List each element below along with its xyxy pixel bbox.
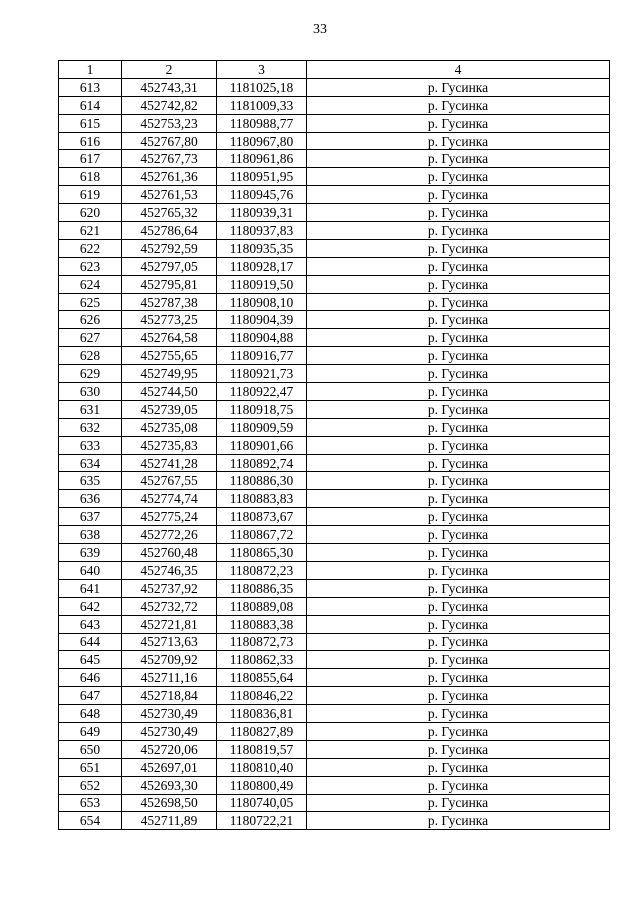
table-row bbox=[59, 776, 610, 794]
y-coordinate-cell: 1180862,33 bbox=[217, 651, 307, 669]
x-coordinate-cell: 452755,65 bbox=[122, 347, 217, 365]
table-row bbox=[59, 705, 610, 723]
x-coordinate-cell: 452761,53 bbox=[122, 186, 217, 204]
object-name-cell: р. Гусинка bbox=[307, 687, 610, 705]
y-coordinate-cell: 1180921,73 bbox=[217, 365, 307, 383]
table-row bbox=[59, 633, 610, 651]
y-coordinate-cell: 1180904,88 bbox=[217, 329, 307, 347]
x-coordinate-cell: 452773,25 bbox=[122, 311, 217, 329]
y-coordinate-cell: 1180846,22 bbox=[217, 687, 307, 705]
x-coordinate-cell: 452739,05 bbox=[122, 400, 217, 418]
point-number-cell: 616 bbox=[59, 132, 122, 150]
point-number-cell: 630 bbox=[59, 383, 122, 401]
object-name-cell: р. Гусинка bbox=[307, 168, 610, 186]
y-coordinate-cell: 1180886,35 bbox=[217, 579, 307, 597]
point-number-cell: 640 bbox=[59, 561, 122, 579]
y-coordinate-cell: 1180918,75 bbox=[217, 400, 307, 418]
table-row bbox=[59, 347, 610, 365]
point-number-cell: 634 bbox=[59, 454, 122, 472]
point-number-cell: 651 bbox=[59, 758, 122, 776]
column-header-3: 3 bbox=[217, 61, 307, 79]
object-name-cell: р. Гусинка bbox=[307, 490, 610, 508]
table-row bbox=[59, 168, 610, 186]
x-coordinate-cell: 452718,84 bbox=[122, 687, 217, 705]
point-number-cell: 642 bbox=[59, 597, 122, 615]
point-number-cell: 624 bbox=[59, 275, 122, 293]
point-number-cell: 641 bbox=[59, 579, 122, 597]
y-coordinate-cell: 1180836,81 bbox=[217, 705, 307, 723]
table-row bbox=[59, 794, 610, 812]
point-number-cell: 631 bbox=[59, 400, 122, 418]
point-number-cell: 613 bbox=[59, 78, 122, 96]
table-row bbox=[59, 472, 610, 490]
column-header-4: 4 bbox=[307, 61, 610, 79]
table-row bbox=[59, 418, 610, 436]
point-number-cell: 653 bbox=[59, 794, 122, 812]
object-name-cell: р. Гусинка bbox=[307, 186, 610, 204]
table-row bbox=[59, 400, 610, 418]
coordinates-table bbox=[58, 60, 610, 830]
object-name-cell: р. Гусинка bbox=[307, 150, 610, 168]
table-row bbox=[59, 687, 610, 705]
table-row bbox=[59, 78, 610, 96]
x-coordinate-cell: 452786,64 bbox=[122, 222, 217, 240]
x-coordinate-cell: 452795,81 bbox=[122, 275, 217, 293]
y-coordinate-cell: 1180939,31 bbox=[217, 204, 307, 222]
x-coordinate-cell: 452775,24 bbox=[122, 508, 217, 526]
y-coordinate-cell: 1180937,83 bbox=[217, 222, 307, 240]
y-coordinate-cell: 1180872,23 bbox=[217, 561, 307, 579]
y-coordinate-cell: 1180892,74 bbox=[217, 454, 307, 472]
x-coordinate-cell: 452698,50 bbox=[122, 794, 217, 812]
table-row bbox=[59, 561, 610, 579]
x-coordinate-cell: 452753,23 bbox=[122, 114, 217, 132]
point-number-cell: 635 bbox=[59, 472, 122, 490]
point-number-cell: 645 bbox=[59, 651, 122, 669]
table-row bbox=[59, 150, 610, 168]
page-number: 33 bbox=[313, 22, 327, 37]
x-coordinate-cell: 452735,08 bbox=[122, 418, 217, 436]
table-row bbox=[59, 114, 610, 132]
table-row bbox=[59, 311, 610, 329]
table-header-row bbox=[59, 61, 610, 79]
y-coordinate-cell: 1180827,89 bbox=[217, 722, 307, 740]
table-row bbox=[59, 722, 610, 740]
table-row bbox=[59, 508, 610, 526]
table-row bbox=[59, 275, 610, 293]
object-name-cell: р. Гусинка bbox=[307, 633, 610, 651]
table-row bbox=[59, 490, 610, 508]
object-name-cell: р. Гусинка bbox=[307, 544, 610, 562]
table-row bbox=[59, 669, 610, 687]
object-name-cell: р. Гусинка bbox=[307, 204, 610, 222]
table-row bbox=[59, 365, 610, 383]
point-number-cell: 614 bbox=[59, 96, 122, 114]
point-number-cell: 636 bbox=[59, 490, 122, 508]
point-number-cell: 629 bbox=[59, 365, 122, 383]
object-name-cell: р. Гусинка bbox=[307, 347, 610, 365]
point-number-cell: 647 bbox=[59, 687, 122, 705]
point-number-cell: 617 bbox=[59, 150, 122, 168]
point-number-cell: 643 bbox=[59, 615, 122, 633]
point-number-cell: 639 bbox=[59, 544, 122, 562]
object-name-cell: р. Гусинка bbox=[307, 758, 610, 776]
object-name-cell: р. Гусинка bbox=[307, 436, 610, 454]
object-name-cell: р. Гусинка bbox=[307, 454, 610, 472]
table-row bbox=[59, 222, 610, 240]
x-coordinate-cell: 452742,82 bbox=[122, 96, 217, 114]
object-name-cell: р. Гусинка bbox=[307, 400, 610, 418]
x-coordinate-cell: 452693,30 bbox=[122, 776, 217, 794]
y-coordinate-cell: 1180928,17 bbox=[217, 257, 307, 275]
point-number-cell: 649 bbox=[59, 722, 122, 740]
x-coordinate-cell: 452767,80 bbox=[122, 132, 217, 150]
object-name-cell: р. Гусинка bbox=[307, 257, 610, 275]
x-coordinate-cell: 452746,35 bbox=[122, 561, 217, 579]
object-name-cell: р. Гусинка bbox=[307, 651, 610, 669]
object-name-cell: р. Гусинка bbox=[307, 365, 610, 383]
object-name-cell: р. Гусинка bbox=[307, 794, 610, 812]
x-coordinate-cell: 452713,63 bbox=[122, 633, 217, 651]
object-name-cell: р. Гусинка bbox=[307, 293, 610, 311]
x-coordinate-cell: 452772,26 bbox=[122, 526, 217, 544]
y-coordinate-cell: 1180961,86 bbox=[217, 150, 307, 168]
x-coordinate-cell: 452760,48 bbox=[122, 544, 217, 562]
x-coordinate-cell: 452761,36 bbox=[122, 168, 217, 186]
y-coordinate-cell: 1180904,39 bbox=[217, 311, 307, 329]
x-coordinate-cell: 452787,38 bbox=[122, 293, 217, 311]
object-name-cell: р. Гусинка bbox=[307, 812, 610, 830]
object-name-cell: р. Гусинка bbox=[307, 132, 610, 150]
x-coordinate-cell: 452741,28 bbox=[122, 454, 217, 472]
point-number-cell: 644 bbox=[59, 633, 122, 651]
y-coordinate-cell: 1180800,49 bbox=[217, 776, 307, 794]
y-coordinate-cell: 1181025,18 bbox=[217, 78, 307, 96]
column-header-1: 1 bbox=[59, 61, 122, 79]
y-coordinate-cell: 1180865,30 bbox=[217, 544, 307, 562]
point-number-cell: 646 bbox=[59, 669, 122, 687]
object-name-cell: р. Гусинка bbox=[307, 561, 610, 579]
x-coordinate-cell: 452735,83 bbox=[122, 436, 217, 454]
table-row bbox=[59, 239, 610, 257]
x-coordinate-cell: 452720,06 bbox=[122, 740, 217, 758]
object-name-cell: р. Гусинка bbox=[307, 669, 610, 687]
point-number-cell: 628 bbox=[59, 347, 122, 365]
point-number-cell: 621 bbox=[59, 222, 122, 240]
y-coordinate-cell: 1180916,77 bbox=[217, 347, 307, 365]
point-number-cell: 623 bbox=[59, 257, 122, 275]
x-coordinate-cell: 452711,16 bbox=[122, 669, 217, 687]
table-row bbox=[59, 597, 610, 615]
object-name-cell: р. Гусинка bbox=[307, 96, 610, 114]
object-name-cell: р. Гусинка bbox=[307, 705, 610, 723]
point-number-cell: 626 bbox=[59, 311, 122, 329]
object-name-cell: р. Гусинка bbox=[307, 740, 610, 758]
object-name-cell: р. Гусинка bbox=[307, 114, 610, 132]
object-name-cell: р. Гусинка bbox=[307, 526, 610, 544]
point-number-cell: 638 bbox=[59, 526, 122, 544]
x-coordinate-cell: 452774,74 bbox=[122, 490, 217, 508]
object-name-cell: р. Гусинка bbox=[307, 383, 610, 401]
object-name-cell: р. Гусинка bbox=[307, 508, 610, 526]
x-coordinate-cell: 452797,05 bbox=[122, 257, 217, 275]
table-row bbox=[59, 454, 610, 472]
table-row bbox=[59, 651, 610, 669]
table-row bbox=[59, 544, 610, 562]
x-coordinate-cell: 452743,31 bbox=[122, 78, 217, 96]
object-name-cell: р. Гусинка bbox=[307, 311, 610, 329]
object-name-cell: р. Гусинка bbox=[307, 418, 610, 436]
point-number-cell: 619 bbox=[59, 186, 122, 204]
point-number-cell: 650 bbox=[59, 740, 122, 758]
object-name-cell: р. Гусинка bbox=[307, 722, 610, 740]
y-coordinate-cell: 1180872,73 bbox=[217, 633, 307, 651]
table-row bbox=[59, 96, 610, 114]
table-row bbox=[59, 186, 610, 204]
x-coordinate-cell: 452730,49 bbox=[122, 705, 217, 723]
object-name-cell: р. Гусинка bbox=[307, 579, 610, 597]
y-coordinate-cell: 1180740,05 bbox=[217, 794, 307, 812]
point-number-cell: 618 bbox=[59, 168, 122, 186]
x-coordinate-cell: 452749,95 bbox=[122, 365, 217, 383]
table-row bbox=[59, 293, 610, 311]
x-coordinate-cell: 452764,58 bbox=[122, 329, 217, 347]
table-row bbox=[59, 257, 610, 275]
y-coordinate-cell: 1180901,66 bbox=[217, 436, 307, 454]
x-coordinate-cell: 452767,73 bbox=[122, 150, 217, 168]
y-coordinate-cell: 1180819,57 bbox=[217, 740, 307, 758]
object-name-cell: р. Гусинка bbox=[307, 275, 610, 293]
y-coordinate-cell: 1180908,10 bbox=[217, 293, 307, 311]
point-number-cell: 637 bbox=[59, 508, 122, 526]
table-row bbox=[59, 204, 610, 222]
point-number-cell: 615 bbox=[59, 114, 122, 132]
object-name-cell: р. Гусинка bbox=[307, 222, 610, 240]
x-coordinate-cell: 452732,72 bbox=[122, 597, 217, 615]
point-number-cell: 654 bbox=[59, 812, 122, 830]
y-coordinate-cell: 1180886,30 bbox=[217, 472, 307, 490]
point-number-cell: 620 bbox=[59, 204, 122, 222]
x-coordinate-cell: 452765,32 bbox=[122, 204, 217, 222]
object-name-cell: р. Гусинка bbox=[307, 597, 610, 615]
y-coordinate-cell: 1181009,33 bbox=[217, 96, 307, 114]
y-coordinate-cell: 1180873,67 bbox=[217, 508, 307, 526]
object-name-cell: р. Гусинка bbox=[307, 239, 610, 257]
y-coordinate-cell: 1180951,95 bbox=[217, 168, 307, 186]
table-body bbox=[59, 78, 610, 829]
object-name-cell: р. Гусинка bbox=[307, 776, 610, 794]
x-coordinate-cell: 452744,50 bbox=[122, 383, 217, 401]
table-row bbox=[59, 740, 610, 758]
table-row bbox=[59, 329, 610, 347]
table-row bbox=[59, 436, 610, 454]
table-row bbox=[59, 526, 610, 544]
column-header-2: 2 bbox=[122, 61, 217, 79]
y-coordinate-cell: 1180945,76 bbox=[217, 186, 307, 204]
object-name-cell: р. Гусинка bbox=[307, 472, 610, 490]
y-coordinate-cell: 1180919,50 bbox=[217, 275, 307, 293]
y-coordinate-cell: 1180909,59 bbox=[217, 418, 307, 436]
object-name-cell: р. Гусинка bbox=[307, 329, 610, 347]
y-coordinate-cell: 1180967,80 bbox=[217, 132, 307, 150]
y-coordinate-cell: 1180883,38 bbox=[217, 615, 307, 633]
table-row bbox=[59, 758, 610, 776]
point-number-cell: 632 bbox=[59, 418, 122, 436]
x-coordinate-cell: 452767,55 bbox=[122, 472, 217, 490]
y-coordinate-cell: 1180855,64 bbox=[217, 669, 307, 687]
y-coordinate-cell: 1180867,72 bbox=[217, 526, 307, 544]
y-coordinate-cell: 1180810,40 bbox=[217, 758, 307, 776]
x-coordinate-cell: 452711,89 bbox=[122, 812, 217, 830]
x-coordinate-cell: 452792,59 bbox=[122, 239, 217, 257]
object-name-cell: р. Гусинка bbox=[307, 78, 610, 96]
point-number-cell: 622 bbox=[59, 239, 122, 257]
point-number-cell: 627 bbox=[59, 329, 122, 347]
table-row bbox=[59, 579, 610, 597]
object-name-cell: р. Гусинка bbox=[307, 615, 610, 633]
point-number-cell: 625 bbox=[59, 293, 122, 311]
x-coordinate-cell: 452709,92 bbox=[122, 651, 217, 669]
y-coordinate-cell: 1180935,35 bbox=[217, 239, 307, 257]
point-number-cell: 652 bbox=[59, 776, 122, 794]
table-row bbox=[59, 812, 610, 830]
y-coordinate-cell: 1180883,83 bbox=[217, 490, 307, 508]
x-coordinate-cell: 452737,92 bbox=[122, 579, 217, 597]
table-row bbox=[59, 383, 610, 401]
point-number-cell: 633 bbox=[59, 436, 122, 454]
x-coordinate-cell: 452721,81 bbox=[122, 615, 217, 633]
y-coordinate-cell: 1180722,21 bbox=[217, 812, 307, 830]
x-coordinate-cell: 452730,49 bbox=[122, 722, 217, 740]
table-row bbox=[59, 615, 610, 633]
x-coordinate-cell: 452697,01 bbox=[122, 758, 217, 776]
y-coordinate-cell: 1180988,77 bbox=[217, 114, 307, 132]
table-row bbox=[59, 132, 610, 150]
y-coordinate-cell: 1180889,08 bbox=[217, 597, 307, 615]
y-coordinate-cell: 1180922,47 bbox=[217, 383, 307, 401]
point-number-cell: 648 bbox=[59, 705, 122, 723]
